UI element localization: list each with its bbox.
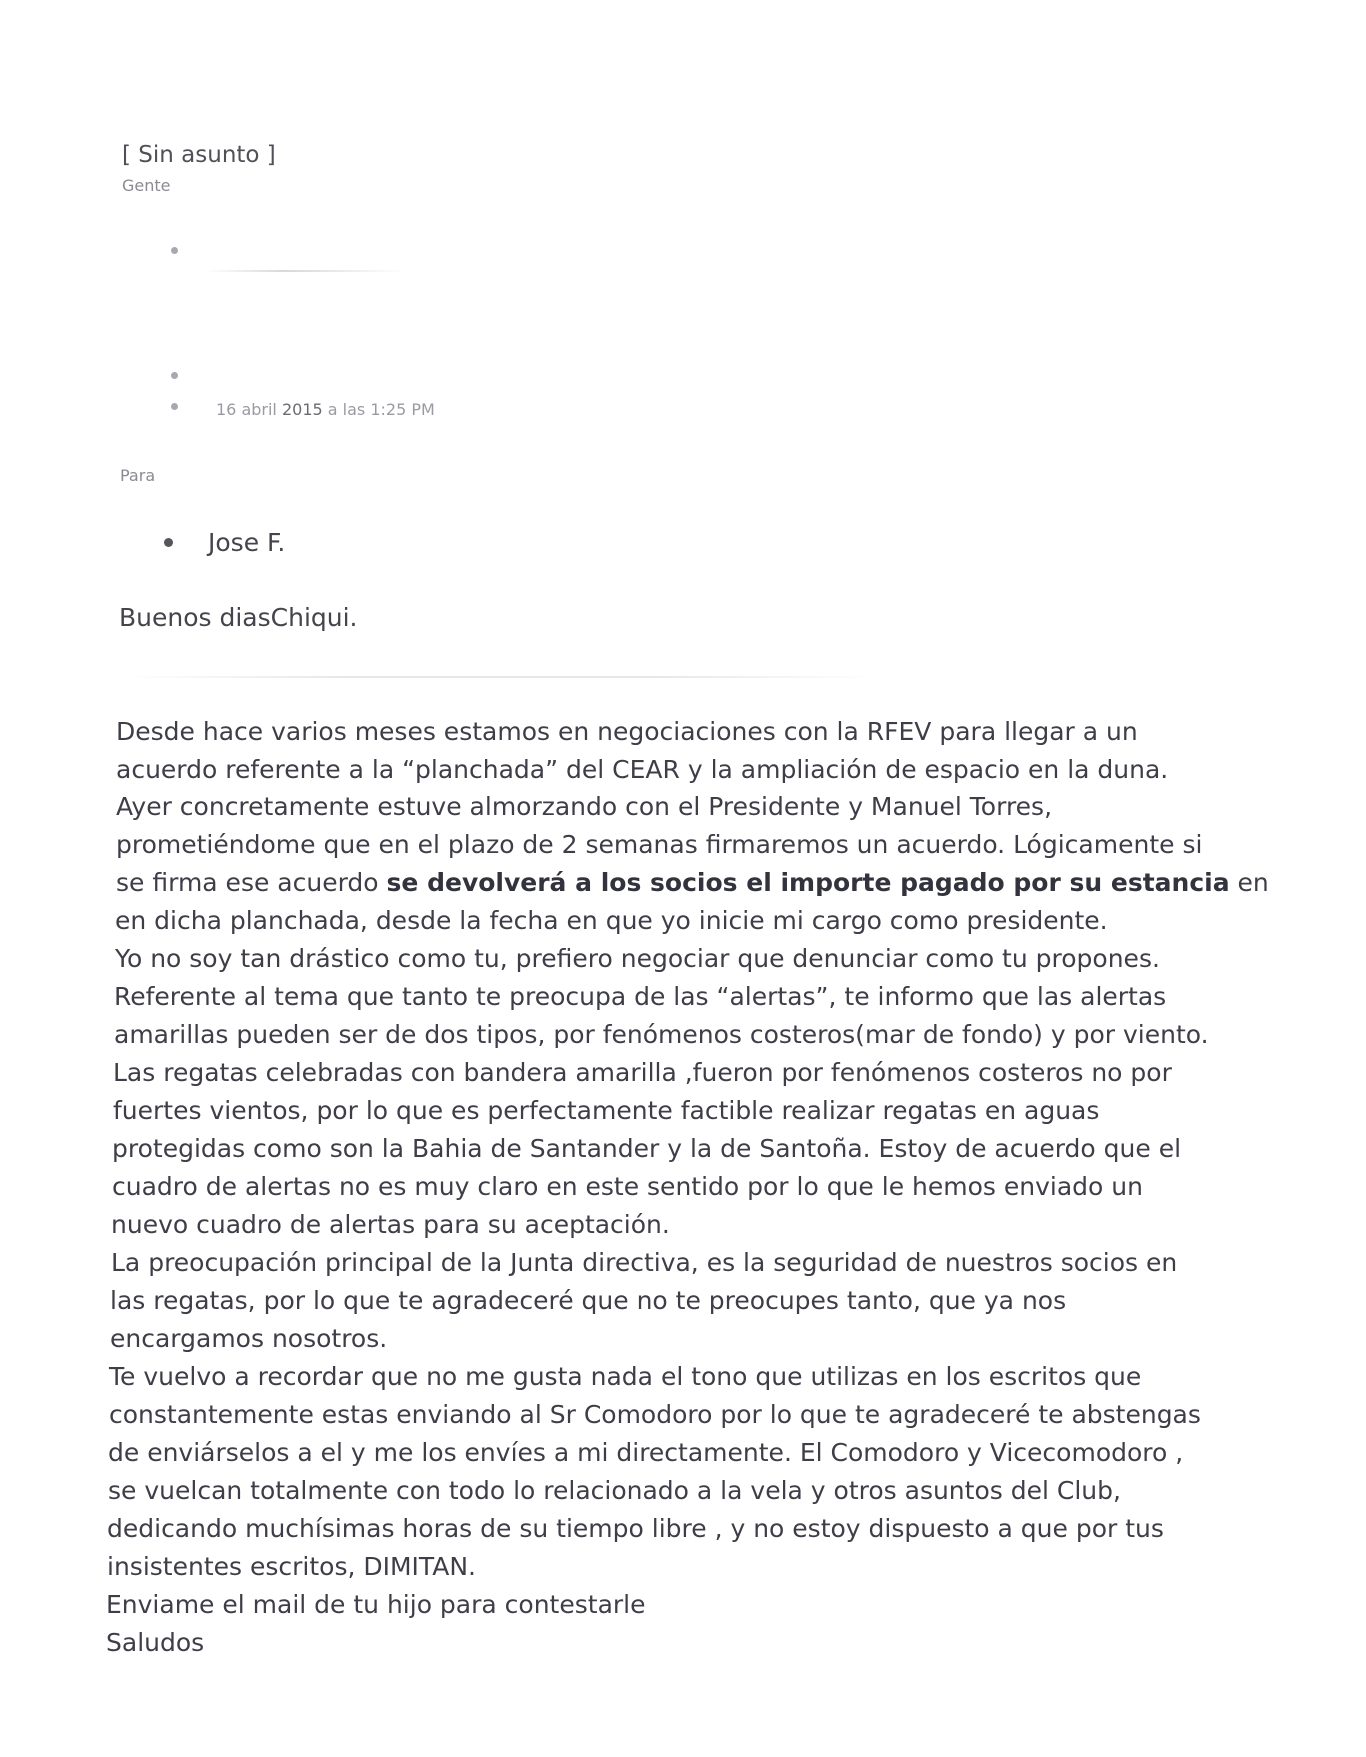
body-line — [116, 868, 1269, 898]
body-line: La preocupación principal de la Junta directiva, es la seguridad de nuestros socios en — [111, 1248, 1178, 1277]
body-line: nuevo cuadro de alertas para su aceptación. — [111, 1210, 670, 1239]
to-label: Para — [120, 466, 156, 485]
body-line: Desde hace varios meses estamos en negociaciones con la RFEV para llegar a un — [116, 717, 1138, 746]
body-line: prometiéndome que en el plazo de 2 semanas firmaremos un acuerdo. Lógicamente si — [116, 830, 1203, 859]
body-line: en dicha planchada, desde la fecha en que yo inicie mi cargo como presidente. — [115, 906, 1108, 935]
email-subject: [ Sin asunto ] — [122, 142, 276, 168]
body-line: las regatas, por lo que te agradeceré que no te preocupes tanto, que ya nos — [110, 1286, 1067, 1315]
body-line: Saludos — [106, 1628, 205, 1657]
email-date — [216, 400, 435, 419]
body-line: amarillas pueden ser de dos tipos, por fenómenos costeros(mar de fondo) y por viento. — [114, 1020, 1209, 1049]
body-line: insistentes escritos, DIMITAN. — [107, 1552, 477, 1581]
body-line: Yo no soy tan drástico como tu, prefiero negociar que denunciar como tu propones. — [115, 944, 1160, 973]
bullet-icon — [171, 403, 178, 410]
body-line: de enviárselos a el y me los envíes a mi directamente. El Comodoro y Vicecomodoro , — [108, 1438, 1184, 1467]
body-line: fuertes vientos, por lo que es perfectamente factible realizar regatas en aguas — [113, 1096, 1100, 1125]
body-line: Ayer concretamente estuve almorzando con el Presidente y Manuel Torres, — [116, 792, 1053, 821]
body-line: constantemente estas enviando al Sr Comodoro por lo que te agradeceré te abstengas — [109, 1400, 1201, 1429]
recipient-name: Jose F. — [208, 528, 286, 557]
body-line: dedicando muchísimas horas de su tiempo libre , y no estoy dispuesto a que por tus — [107, 1514, 1164, 1543]
bullet-icon — [171, 372, 178, 379]
body-line: encargamos nosotros. — [110, 1324, 388, 1353]
body-line: se vuelcan totalmente con todo lo relacionado a la vela y otros asuntos del Club, — [108, 1476, 1121, 1505]
body-line: acuerdo referente a la “planchada” del CEAR y la ampliación de espacio en la duna. — [116, 755, 1169, 784]
refund-statement: se devolverá a los socios el importe pagado por su estancia — [386, 868, 1230, 897]
date-time: a las 1:25 PM — [327, 400, 435, 419]
body-line: protegidas como son la Bahia de Santander y la de Santoña. Estoy de acuerdo que el — [112, 1134, 1182, 1163]
body-line: Enviame el mail de tu hijo para contestarle — [106, 1590, 646, 1619]
redacted-line — [205, 270, 405, 272]
redacted-line — [120, 676, 880, 678]
body-line: cuadro de alertas no es muy claro en este sentido por lo que le hemos enviado un — [112, 1172, 1143, 1201]
greeting: Buenos diasChiqui. — [119, 603, 358, 632]
body-line-start: se firma ese acuerdo — [116, 868, 387, 897]
body-line-end: en — [1229, 868, 1269, 897]
date-day-month: 16 abril — [216, 400, 277, 419]
body-line: Referente al tema que tanto te preocupa de las “alertas”, te informo que las alertas — [114, 982, 1167, 1011]
bullet-icon — [164, 538, 173, 547]
date-year: 2015 — [281, 400, 323, 419]
bullet-icon — [171, 247, 178, 254]
people-label: Gente — [122, 176, 171, 195]
body-line: Las regatas celebradas con bandera amarilla ,fueron por fenómenos costeros no por — [113, 1058, 1172, 1087]
body-line: Te vuelvo a recordar que no me gusta nada el tono que utilizas en los escritos que — [109, 1362, 1142, 1391]
